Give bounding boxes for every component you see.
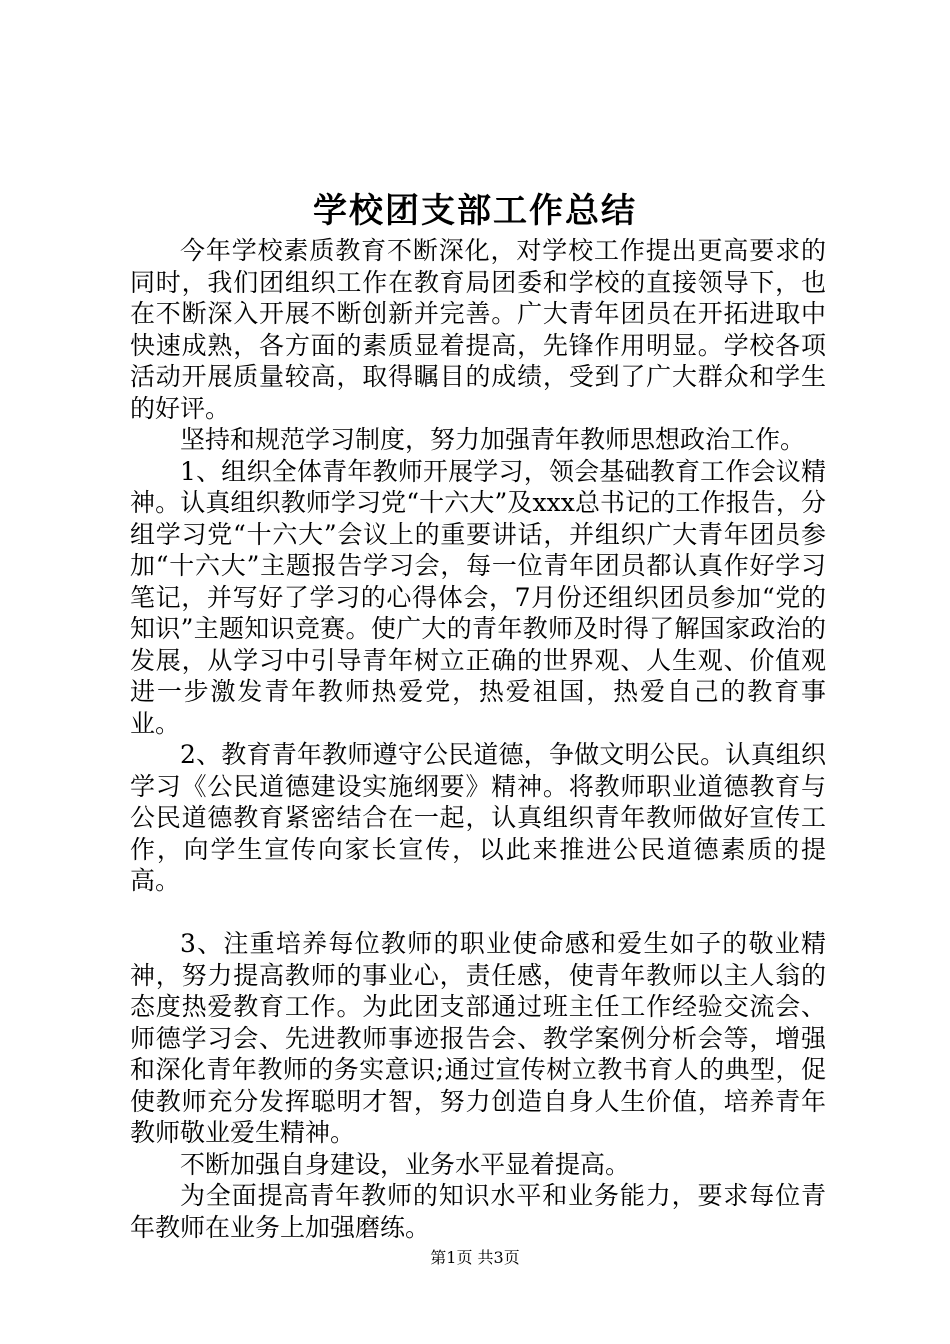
paragraph-heading-study: 坚持和规范学习制度，努力加强青年教师思想政治工作。 (180, 425, 806, 454)
page-title: 学校团支部工作总结 (313, 191, 637, 231)
page-number-footer: 第1页 共3页 (430, 1248, 520, 1267)
paragraph-item-2: 2、教育青年教师遵守公民道德，争做文明公民。认真组织学习《公民道德建设实施纲要》精神。将教师职业道德教育与公民道德教育紧密结合在一起，认真组织青年教师做好宣传工作，向学生宣传向家长宣传，以此来推进公民道德素质的提高。 (130, 740, 826, 895)
document-body (130, 235, 826, 1243)
paragraph-skills-intro: 为全面提高青年教师的知识水平和业务能力，要求每位青年教师在业务上加强磨练。 (130, 1181, 826, 1242)
paragraph-heading-skills: 不断加强自身建设，业务水平显着提高。 (180, 1149, 631, 1179)
paragraph-intro: 今年学校素质教育不断深化，对学校工作提出更高要求的同时，我们团组织工作在教育局团委和学校的直接领导下，也在不断深入开展不断创新并完善。广大青年团员在开拓进取中快速成熟，各方面的素质显着提高，先锋作用明显。学校各项活动开展质量较高，取得瞩目的成绩，受到了广大群众和学生的好评。 (130, 236, 826, 423)
paragraph-item-1: 1、组织全体青年教师开展学习，领会基础教育工作会议精神。认真组织教师学习党“十六大”及xxx总书记的工作报告，分组学习党“十六大”会议上的重要讲话，并组织广大青年团员参加“十六大”主题报告学习会，每一位青年团员都认真作好学习笔记，并写好了学习的心得体会，7月份还组织团员参加“党的知识”主题知识竞赛。使广大的青年教师及时得了解国家政治的发展，从学习中引导青年树立正确的世界观、人生观、价值观进一步激发青年教师热爱党，热爱祖国，热爱自己的教育事业。 (130, 456, 826, 738)
paragraph-item-3: 3、注重培养每位教师的职业使命感和爱生如子的敬业精神，努力提高教师的事业心，责任感，使青年教师以主人翁的态度热爱教育工作。为此团支部通过班主任工作经验交流会、师德学习会、先进教师事迹报告会、教学案例分析会等，增强和深化青年教师的务实意识;通过宣传树立教书育人的典型，促使教师充分发挥聪明才智，努力创造自身人生价值，培养青年教师敬业爱生精神。 (130, 929, 826, 1147)
